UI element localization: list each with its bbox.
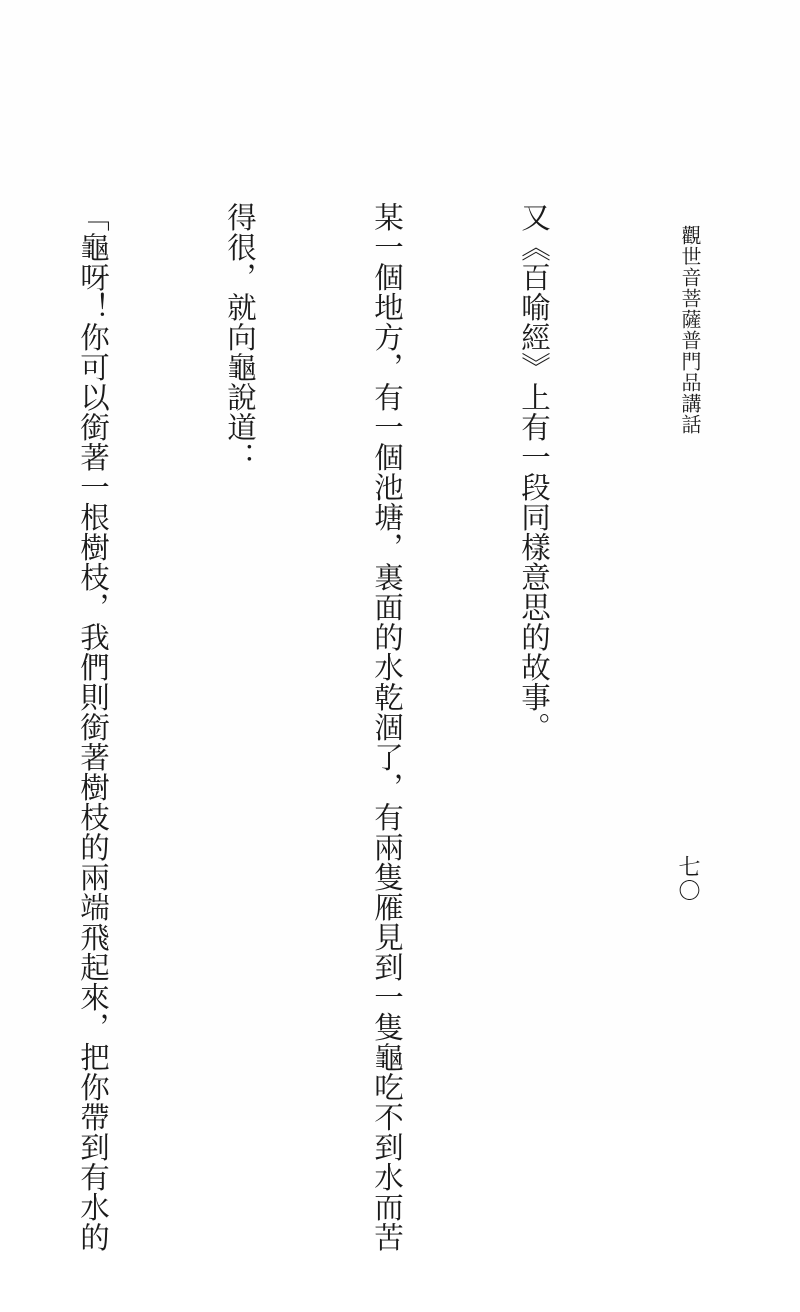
text-column-4: 「龜呀！你可以銜著一根樹枝，我們則銜著樹枝的兩端飛起來，把你帶到有水的 — [76, 202, 110, 1252]
text-column-1: 又《百喻經》上有一段同樣意思的故事。 — [517, 202, 551, 742]
text-column-2: 某一個地方，有一個池塘，裏面的水乾涸了，有兩隻雁見到一隻龜吃不到水而苦 — [370, 202, 404, 1252]
page-number: 七〇 — [675, 855, 700, 903]
running-head: 觀世音菩薩普門品講話 — [678, 225, 702, 435]
body-text — [76, 202, 656, 1252]
text-column-3: 得很，就向龜說道： — [223, 202, 257, 472]
